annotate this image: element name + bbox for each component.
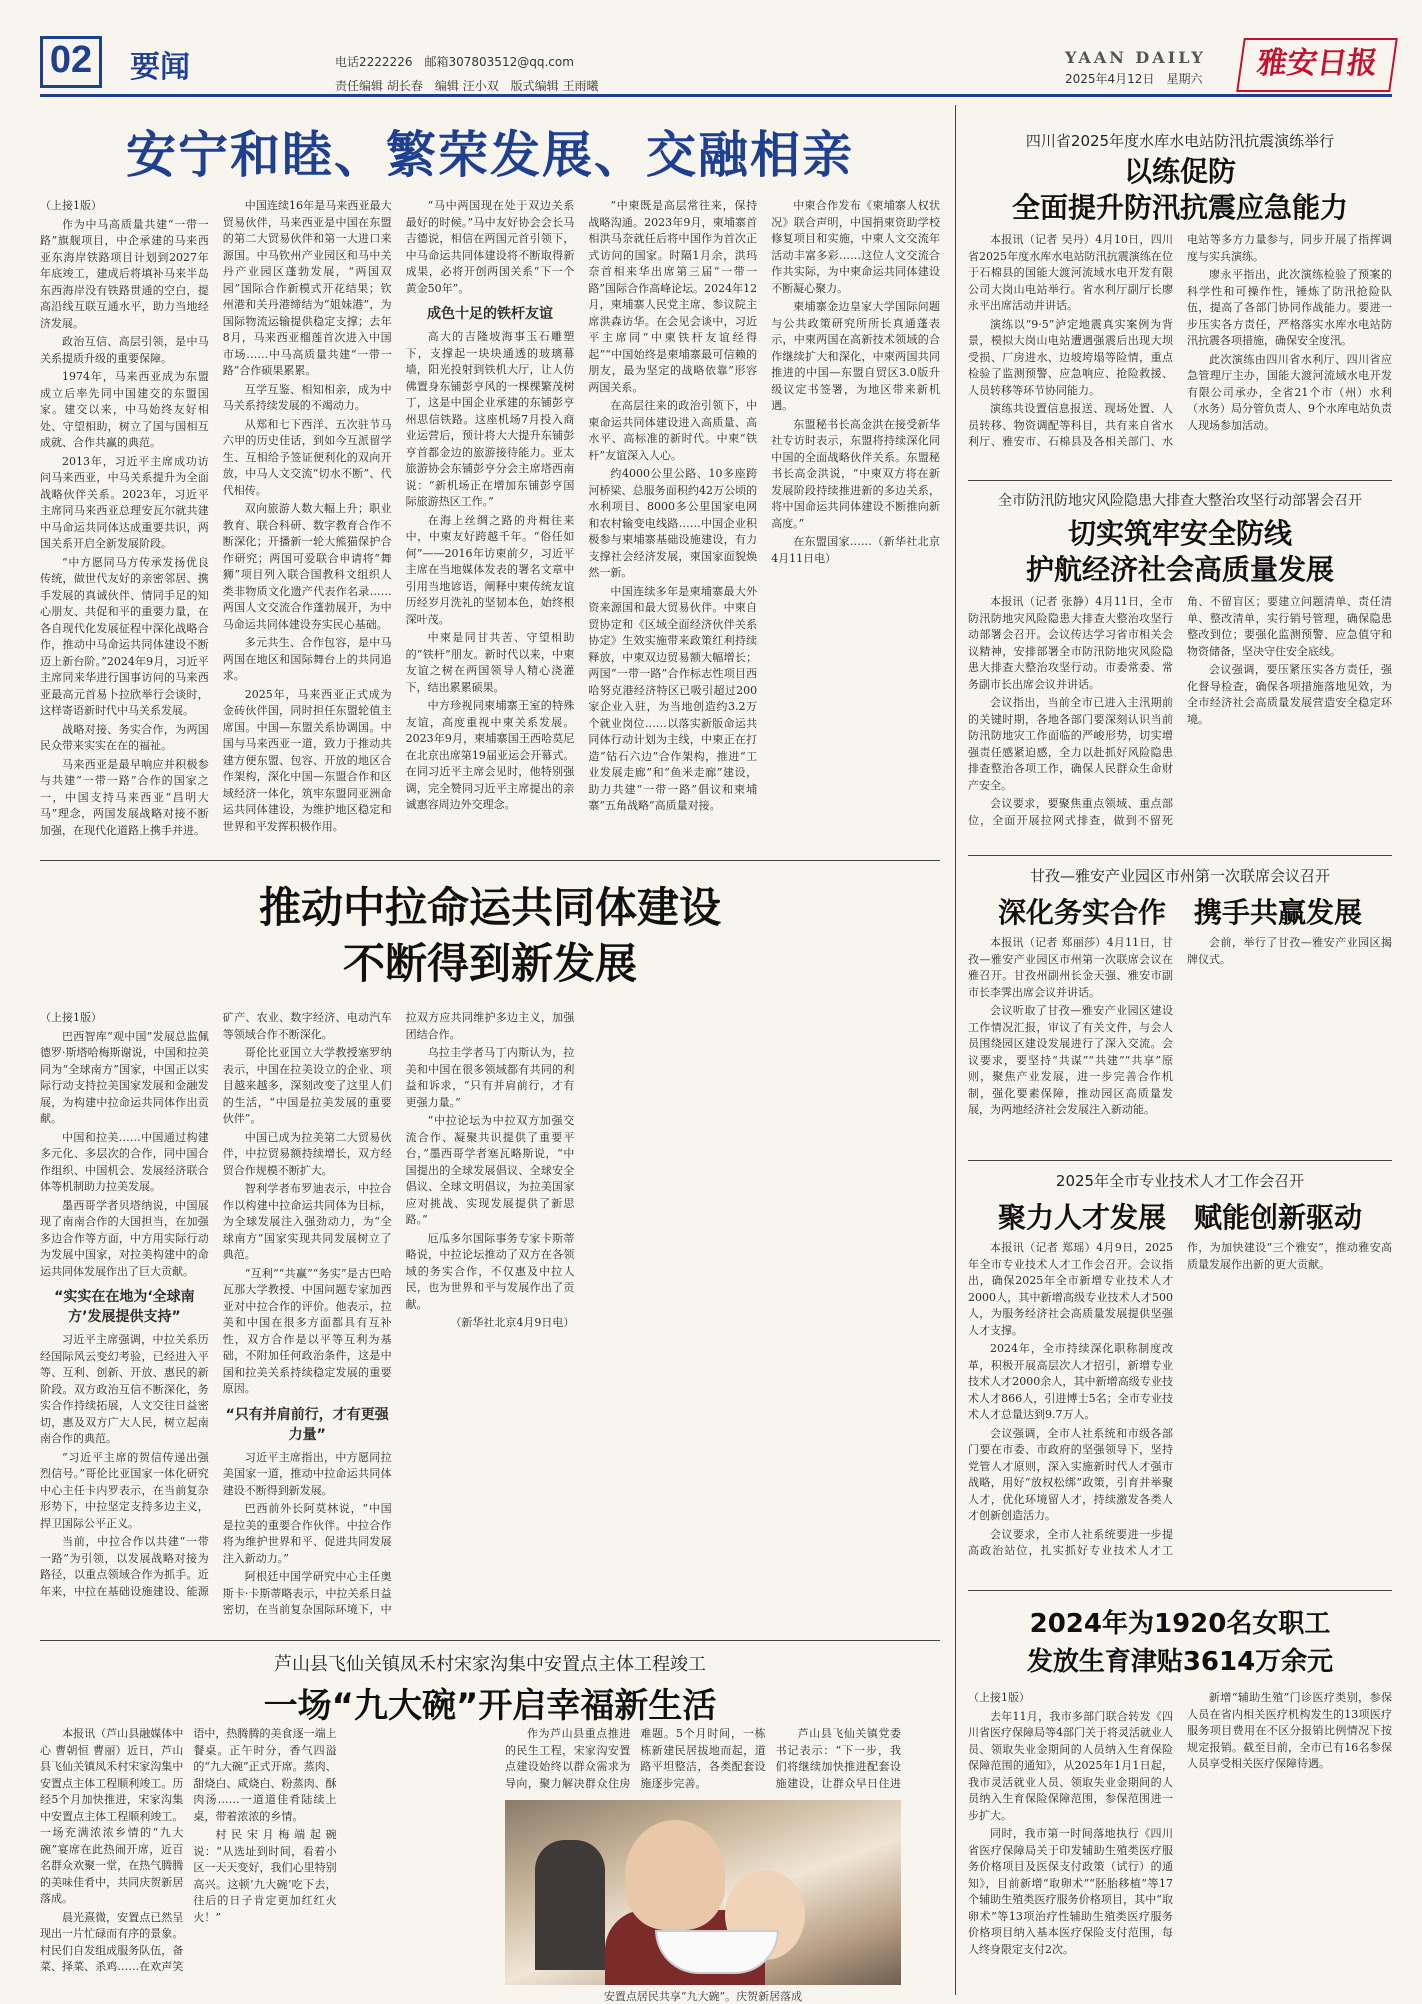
right5-title [968, 1605, 1392, 1681]
right2-title-line1: 切实筑牢安全防线 [1067, 517, 1292, 550]
article1-paragraph: 马来西亚是最早响应并积极参与共建“一带一路”合作的国家之一，中国支持马来西亚“昌明大马”理念，两国发展战略对接不断加强，在现代化道路上携手并进。 [40, 757, 209, 837]
article2-paragraph: 厄瓜多尔国际事务专家卡斯蒂略说，中拉论坛推动了双方在各领域的务实合作，不仅惠及中拉人民，也为世界和平与发展作出了贡献。 [405, 1231, 575, 1311]
article1-paragraph: “马中两国现在处于双边关系最好的时候。”马中友好协会会长马吉德说，相信在两国元首引领下，中马命运共同体建设将不断取得新成果，必将开创两国关系“下一个黄金50年”。 [405, 199, 575, 295]
right2-kicker: 全市防汛防地灾风险隐患大排查大整治攻坚行动部署会召开 [998, 493, 1362, 509]
article1-paragraph: 互学互鉴、相知相亲，成为中马关系持续发展的不竭动力。 [222, 382, 392, 412]
article2-paragraph: 中国和拉美……中国通过构建多元化、多层次的合作，同中国合作组织、中国机会、发展经济联合体等机制助力拉美发展。 [40, 1130, 209, 1193]
article2-byline: （上接1版） [40, 1011, 102, 1024]
article2-body [40, 1010, 940, 1630]
article2-paragraph: 习近平主席指出，中方愿同拉美国家一道，推动中拉命运共同体建设不断得到新发展。 [222, 1450, 392, 1497]
right1-title [968, 154, 1392, 226]
divider [968, 1590, 1392, 1591]
right4-paragraph: 2024年，全市持续深化职称制度改革，积极开展高层次人才招引，新增专业技术人才2000余人，其中新增高级专业技术人才866人，引进博士5名；全市专业技术人才总量达到9.7万人。 [968, 1342, 1173, 1421]
article1-paragraph: 多元共生、合作包容，是中马两国在地区和国际舞台上的共同追求。 [222, 636, 392, 682]
phone-label: 电话 [335, 55, 360, 69]
issue-date: 2025年4月12日 星期六 [1065, 72, 1203, 86]
article2-paragraph: 墨西哥学者贝塔纳说，中国展现了南南合作的大国担当，在加强多边合作等方面，中方用实际行动为发展中国家，对拉美构建中的命运共同体发展作出了巨大贡献。 [40, 1198, 209, 1278]
article1-paragraph: 高大的吉隆坡海事玉石雕塑下，支撑起一块块通透的玻璃幕墙，阳光投射到铁机大厅，让人仿佛置身东铺彭亨风的一棵棵繁茂树丁，这是中国企业承建的东铺彭亨州思信铁路。这座机场7月投入商业运营后，预计将大大提升东铺彭亨首都金边的旅游接待能力。亚太旅游协会东铺彭亨分会主席塔西南说：“新机场正在增加东铺彭亨国际旅游热区工作。” [405, 330, 575, 508]
header-rule [40, 94, 1392, 97]
article3-paragraph: 作为芦山县重点推进的民生工程，宋家沟安置点建设始终以群众需求为导向，聚力解决群众住房难题。5个月时间，一栋栋新建民居拔地而起，道路平坦整洁，各类配套设施逐步完善。 [505, 1727, 766, 1790]
right3-body [968, 935, 1392, 1150]
article1-byline: （上接1版） [40, 199, 102, 212]
phone-number: 2222226 [359, 55, 413, 69]
article1-paragraph: 在高层往来的政治引领下，中柬命运共同体建设进入高质量、高水平、高标准的新时代。中柬“铁杆”友谊深入人心。 [588, 399, 758, 462]
article2-title [40, 880, 940, 992]
banquet-photo [505, 1800, 901, 1985]
article1-paragraph: 东盟秘书长高金洪在接受新华社专访时表示，东盟将持续深化同中国的全面战略伙伴关系。东盟秘书长高金洪说，“中柬双方将在新发展阶段持续推进新的多边关系，将中国命运共同体建设不断推向新高度。” [771, 417, 940, 530]
article1-paragraph: 在东盟国家……（新华社北京4月11日电） [771, 535, 940, 565]
right1-kicker: 四川省2025年度水库水电站防汛抗震演练举行 [1025, 132, 1335, 150]
right2-paragraph: 会议要求，要聚焦重点领域、重点部位，全面开展拉网式排查，做到不留死角、不留盲区；要建立问题清单、责任清单、整改清单，实行销号管理，确保隐患整改到位；要强化监测预警、应急值守和物资储备，坚决守住安全底线。 [968, 595, 1392, 827]
right4-paragraph: 会议强调，全市人社系统和市级各部门要在市委、市政府的坚强领导下，坚持党管人才原则，深入实施新时代人才强市战略，用好“放权松绑”政策，引育并举聚人才，优化环境留人才，持续激发各类人才创新创造活力。 [968, 1426, 1173, 1522]
right1-paragraph: 本报讯（记者 吴丹）4月10日，四川省2025年度水库水电站防汛抗震演练在位于石棉县的国能大渡河流域水电开发有限公司大岗山电站举行。省水利厅副厅长廖永平出席活动并讲话。 [968, 233, 1173, 312]
article1-paragraph: 从郑和七下西洋、五次驻节马六甲的历史佳话，到如今互派留学生、互相给予签证便利化的双向开放，中马人文交流“切水不断”、代代相传。 [222, 417, 392, 497]
divider [40, 1640, 940, 1641]
page-number: 02 [40, 36, 102, 88]
article3-title: 一场“九大碗”开启幸福新生活 [263, 1686, 717, 1726]
article2-subhead: “只有并肩前行，才有更强力量” [225, 1406, 389, 1443]
right4-paragraph: 本报讯（记者 郑瑶）4月9日，2025年全市专业技术人才工作会召开。会议指出，确保2025年全市新增专业技术人才2000人，其中新增高级专业技术人才500人，为服务经济社会高质量发展提供坚强人才支撑。 [968, 1241, 1173, 1337]
article2-paragraph: 智利学者布罗迪表示，中拉合作以构建中拉命运共同体为目标，为全球发展注入强劲动力，为“全球南方”国家实现共同发展树立了典范。 [222, 1182, 392, 1261]
section-title: 要闻 [130, 50, 190, 85]
article3-kicker: 芦山县飞仙关镇凤禾村宋家沟集中安置点主体工程竣工 [274, 1654, 706, 1675]
divider [968, 1160, 1392, 1161]
article1-paragraph: “中柬既是高层常往来，保持战略沟通。2023年9月，柬埔寨首相洪马奈就任后将中国作为首次正式访问的国家。时隔1月余，洪玛奈首相来华出席第三届“一带一路”国际合作高峰论坛。2024年12月，柬埔寨人民党主席、参议院主席洪森访华。在会见会谈中，习近平主席同“中柬铁杆友谊经得起”“中国始终是柬埔寨最可信赖的朋友，最为坚定的战略依靠”形容两国关系。 [588, 199, 758, 394]
article1-paragraph: 柬埔寨金边皇家大学国际问题与公共政策研究所所长真通蓬表示，中柬两国在高新技术领域的合作继续扩大和深化，中柬两国共同推进的中国—东盟自贸区3.0版升级议定书签署，为地区带来新机遇。 [771, 300, 940, 412]
right2-paragraph: 会议强调，要压紧压实各方责任，强化督导检查，确保各项措施落地见效，为全市经济社会高质量发展营造安全稳定环境。 [1187, 663, 1392, 726]
divider [968, 855, 1392, 856]
article1-paragraph: 中国连续多年是柬埔寨最大外资来源国和最大贸易伙伴。中柬自贸协定和《区域全面经济伙伴关系协定》生效实施带来政策红利持续释放，中柬双边贸易额大幅增长；两国“一带一路”合作标志性项目西哈努克港经济特区已吸引超过200家企业入驻，为当地创造约3.2万个就业岗位……以落实新版命运共同体行动计划为主线，中柬正在打造“钻石六边”合作架构，推进“工业发展走廊”和“鱼米走廊”建设，助力共建“一带一路”倡议和柬埔寨“五角战略”高质量对接。 [588, 584, 758, 812]
right5-title-line2: 发放生育津贴3614万余元 [1026, 1647, 1334, 1677]
right5-body [968, 1690, 1392, 1990]
editor-line: 责任编辑 胡长春 编辑 汪小双 版式编辑 王雨曦 [335, 79, 599, 93]
divider [968, 480, 1392, 481]
right3-kicker: 甘孜—雅安产业园区市州第一次联席会议召开 [1029, 867, 1330, 885]
article2-title-line2: 不断得到新发展 [342, 939, 637, 988]
right2-paragraph: 会议指出，当前全市已进入主汛期前的关键时期，各地各部门要深刻认识当前防汛防地灾工作面临的严峻形势，切实增强责任感紧迫感，全力以赴抓好风险隐患排查整治各项工作，确保人民群众生命财产安全。 [968, 696, 1173, 792]
article1-paragraph: 双向旅游人数大幅上升；职业教育、联合科研、数字教育合作不断深化；开播新一轮大熊猫保护合作研究；两国可爱联合申请将“舞狮”项目列入联合国教科文组织人类非物质文化遗产代表作名录……两国人文交流合作蓬勃展开，为中马命运共同体建设夯实民心基础。 [222, 502, 392, 631]
right2-body [968, 594, 1392, 844]
masthead-logo: 雅安日报 [1236, 38, 1398, 92]
right4-paragraph: 会议要求，全市人社系统要进一步提高政治站位，扎实抓好专业技术人才工作，为加快建设“三个雅安”，推动雅安高质量发展作出新的更大贡献。 [968, 1241, 1392, 1557]
article2-title-line1: 推动中拉命运共同体建设 [258, 883, 721, 932]
divider [40, 860, 940, 861]
article1-paragraph: 在海上丝绸之路的舟楫往来中，中柬友好跨越千年。“俗任如何”——2016年访柬前夕，习近平主席在当地媒体发表的署名文章中引用当地谚语，阐释中柬传统友谊历经岁月洗礼的坚韧本色，始终根深叶茂。 [405, 513, 575, 626]
article2-paragraph: “习近平主席的贺信传递出强烈信号。”哥伦比亚国家一体化研究中心主任卡内罗表示，在当前复杂形势下，中拉坚定支持多边主义，捍卫国际公平正义。 [40, 1450, 209, 1530]
article3-body [40, 1726, 490, 1991]
article1-subhead: 成色十足的铁杆友谊 [426, 306, 553, 322]
photo-caption: 安置点居民共享“九大碗”。庆贺新居落成 [603, 1990, 803, 2003]
article2-paragraph: 哥伦比亚国立大学教授塞罗纳表示，中国在拉美设立的企业、项目越来越多，深刻改变了这里人们的生活，“中国是拉美发展的重要伙伴”。 [222, 1046, 392, 1125]
article3-body-right [505, 1726, 901, 1796]
column-separator [955, 105, 956, 1995]
right5-paragraph: 同时，我市第一时间落地执行《四川省医疗保障局关于印发辅助生殖类医疗服务价格项目及医保支付政策（试行）的通知》，目前新增“取卵术”“胚胎移植”等17个辅助生殖类医疗服务价格项目，其中“取卵术”等13项治疗性辅助生殖类医疗服务价格项目纳入基本医疗保险支付范围，每人终身限定支付2次。 [968, 1827, 1173, 1956]
article3-paragraph: 村民宋月梅端起碗说：“从选址到时间，看着小区一天天变好，我们心里特别高兴。这顿‘九大碗’吃下去，往后的日子肯定更加红红火火！” [193, 1828, 337, 1924]
masthead-english: YAAN DAILY [1065, 48, 1206, 67]
article1-paragraph: “中方愿同马方传承发扬优良传统，做世代友好的亲密邻居、携手发展的真诚伙伴、情同手足的知心朋友、共促和平的重要力量，在各自现代化发展征程中深化战略合作，推动中马命运共同体建设不断迈上新台阶。”2024年9月，习近平主席同来华进行国事访问的马来西亚最高元首易卜拉欣举行会谈时，这样寄语新时代中马关系发展。 [40, 555, 209, 717]
right3-paragraph: 会议听取了甘孜—雅安产业园区建设工作情况汇报，审议了有关文件，与会人员围绕园区建设发展进行了深入交流。会议要求，要坚持“共谋”“共建”“共享”原则，聚焦产业发展，进一步完善合作机制，强化要素保障，推动园区高质量发展，为两地经济社会发展注入新动能。 [968, 1004, 1173, 1116]
right1-paragraph: 此次演练由四川省水利厅、四川省应急管理厅主办，国能大渡河流域水电开发有限公司承办，全省21个市（州）水利（水务）局分管负责人、9个水库电站负责人现场参加活动。 [1187, 352, 1392, 432]
article1-paragraph: 1974年，马来西亚成为东盟成立后率先同中国建交的东盟国家。建交以来，中马始终友好相处、守望相助，树立了国与国相互成就、合作共赢的典范。 [40, 370, 209, 449]
article2-paragraph: 当前，中拉合作以共建“一带一路”为引领，以发展战略对接为路径，以重点领域合作为抓手。近年来，中拉在基础设施建设、能源矿产、农业、数字经济、电动汽车等领域合作不断深化。 [40, 1011, 392, 1598]
article2-dateline: （新华社北京4月9日电） [450, 1316, 575, 1329]
right5-paragraph: 新增“辅助生殖”门诊医疗类别，参保人员在省内相关医疗机构发生的13项医疗服务项目费用在不区分报销比例情况下按规定报销。截至目前，全市已有16名参保人员享受相关医疗保障待遇。 [1187, 1691, 1392, 1770]
article1-paragraph: 作为中马高质量共建“一带一路”旗舰项目，中企承建的马来西亚东海岸铁路项目计划到2027年年底竣工，建成后将填补马来半岛东西海岸没有铁路贯通的空白，提高沿线互联互通水平，助力当地经济发展。 [40, 217, 209, 330]
email-label: 邮箱 [424, 55, 449, 69]
right2-paragraph: 本报讯（记者 张静）4月11日，全市防汛防地灾风险隐患大排查大整治攻坚行动部署会召开。会议传达学习省市相关会议精神，安排部署全市防汛防地灾风险隐患大排查大整治攻坚行动。市委常委、常务副市长出席会议并讲话。 [968, 595, 1173, 691]
article1-paragraph: 中柬是同甘共苦、守望相助的“铁杆”朋友。新时代以来，中柬友谊之树在两国领导人精心浇灌下，结出累累硕果。 [405, 631, 575, 694]
article2-paragraph: 巴西智库“观中国”发展总监佩德罗·斯塔哈梅斯谢说，中国和拉美同为“全球南方”国家，中国正以实际行动支持拉美国家发展和金融发展，为构建中拉命运共同体作出贡献。 [40, 1029, 209, 1125]
right1-body [968, 232, 1392, 472]
article1-paragraph: 中方珍视同柬埔寨王室的特殊友谊，高度重视中柬关系发展。2023年9月，柬埔寨国王西哈莫尼在北京出席第19届亚运会开幕式。在同习近平主席会见时，他特别强调，完全赞同习近平主席提出的亲诚惠容周边外交理念。 [405, 699, 575, 811]
right1-title-line1: 以练促防 [1123, 155, 1236, 188]
article1-title: 安宁和睦、繁荣发展、交融相亲 [126, 126, 854, 184]
article2-paragraph: 阿根廷中国学研究中心主任奥斯卡·卡斯蒂略表示，中拉关系日益密切，在当前复杂国际环境下，中拉双方应共同维护多边主义，加强团结合作。 [222, 1011, 575, 1616]
article1-paragraph: 政治互信、高层引领，是中马关系提质升级的重要保障。 [40, 335, 209, 365]
right1-paragraph: 演练共设置信息报送、现场处置、人员转移、物资调配等科目，共有来自省水利厅、雅安市、石棉县及各相关部门、水电站等多方力量参与，同步开展了指挥调度与实兵演练。 [968, 233, 1392, 448]
right1-paragraph: 廖永平指出，此次演练检验了预案的科学性和可操作性，锤炼了防汛抢险队伍，提高了各部门协同作战能力。要进一步压实各方责任，严格落实水库水电站防汛抗震各项措施，确保安全度汛。 [1187, 268, 1392, 347]
right5-title-line1: 2024年为1920名女职工 [1029, 1609, 1331, 1639]
email[interactable]: 307803512@qq.com [448, 55, 574, 69]
right4-kicker: 2025年全市专业技术人才工作会召开 [1055, 1172, 1305, 1190]
article2-paragraph: 中国已成为拉美第二大贸易伙伴，中拉贸易额持续增长，双方经贸合作规模不断扩大。 [222, 1130, 392, 1177]
article1-paragraph: 中柬合作发布《柬埔寨人权状况》联合声明，中国捐柬资助学校修复项目和实施，中柬人文交流年活动丰富多彩……这位人文交流合作共实际，为中柬命运共同体建设不断凝心聚力。 [771, 199, 940, 295]
right1-title-line2: 全面提升防汛抗震应急能力 [1011, 191, 1348, 224]
right3-paragraph: 会前，举行了甘孜—雅安产业园区揭牌仪式。 [1187, 936, 1392, 966]
article2-paragraph: “互利”“共赢”“务实”是古巴哈瓦那大学教授、中国问题专家加西亚对中拉合作的评价。他表示，拉美和中国在很多方面都具有互补性，双方合作是以平等互利为基础，不附加任何政治条件，这是中国和拉美关系持续稳定发展的重要原因。 [222, 1266, 392, 1395]
right1-paragraph: 演练以“9·5”泸定地震真实案例为背景，模拟大岗山电站遭遇强震后出现大坝受损、厂房进水、边坡垮塌等险情，重点检验了监测预警、应急响应、抢险救援、人员转移等环节协同能力。 [968, 317, 1173, 397]
article3-paragraph: 本报讯（芦山县融媒体中心 曹朝恒 曹丽）近日，芦山县飞仙关镇凤禾村宋家沟集中安置点主体工程顺利竣工。历经5个月加快推进，宋家沟集中安置点主体工程顺利竣工。一场充满浓浓乡情的“九大碗”宴席在此热闹开席，近百名群众欢聚一堂，在热气腾腾的美味佳肴中，共同庆贺新居落成。 [40, 1727, 184, 1905]
article3-paragraph: 晨光熹微，安置点已然呈现出一片忙碌而有序的景象。村民们自发组成服务队伍，备菜、择菜、杀鸡……在欢声笑语中，热腾腾的美食逐一端上餐桌。正午时分，香气四溢的“九大碗”正式开席。蒸肉、甜烧白、咸烧白、粉蒸肉、酥肉汤……一道道佳肴陆续上桌，带着浓浓的乡情。 [40, 1727, 337, 1973]
right4-title: 聚力人才发展 赋能创新驱动 [997, 1201, 1362, 1234]
article1-paragraph: 约4000公里公路、10多座跨河桥梁、总服务面积约42万公顷的水利项目、8000多公里国家电网和农村输变电线路……中国企业积极参与柬埔寨基础设施建设，有力支撑社会经济发展，柬国家面貌焕然一新。 [588, 467, 758, 579]
article2-subhead: “实实在在地为‘全球南方’发展提供支持” [54, 1289, 195, 1325]
right3-title: 深化务实合作 携手共赢发展 [997, 896, 1362, 929]
right5-paragraph: 去年11月，我市多部门联合转发《四川省医疗保障局等4部门关于将灵活就业人员、领取失业金期间的人员纳入生育保险保障范围的通知》，从2025年1月1日起，我市灵活就业人员、领取失业金期间的人员纳入生育保险保障范围，参保范围进一步扩大。 [968, 1709, 1173, 1822]
article1-paragraph: 中国连续16年是马来西亚最大贸易伙伴，马来西亚是中国在东盟的第二大贸易伙伴和第一大进口来源国。中马钦州产业园区和马中关丹产业园区蓬勃发展，“两国双园”国际合作新模式开花结果；钦州港和关丹港缔结为“姐妹港”，为国际物流运输提供稳定支撑；去年8月，马来西亚榴莲首次进入中国市场……中马高质量共建“一带一路”合作硕果累累。 [222, 199, 392, 377]
right2-title [968, 516, 1392, 588]
article2-paragraph: 乌拉圭学者马丁内斯认为，拉美和中国在很多领域都有共同的利益和诉求，“只有并肩前行，才有更强力量。” [405, 1046, 575, 1109]
right3-paragraph: 本报讯（记者 郑丽莎）4月11日，甘孜—雅安产业园区市州第一次联席会议在雅召开。甘孜州副州长金天强、雅安市副市长李霁出席会议并讲话。 [968, 936, 1173, 999]
article3-paragraph: 芦山县飞仙关镇党委书记表示：“下一步，我们将继续加快推进配套设施建设，让群众早日住进 [775, 1727, 901, 1790]
article2-paragraph: 巴西前外长阿莫林说，“中国是拉美的重要合作伙伴。中拉合作将为维护世界和平、促进共同发展注入新动力。” [222, 1502, 392, 1565]
right4-body [968, 1240, 1392, 1580]
article2-paragraph: “中拉论坛为中拉双方加强交流合作、凝聚共识提供了重要平台，”墨西哥学者塞瓦略斯说，“中国提出的全球发展倡议、全球安全倡议、全球文明倡议，为拉美国家应对挑战、实现发展提供了新思路。” [405, 1114, 575, 1226]
article1-paragraph: 2013年，习近平主席成功访问马来西亚，中马关系提升为全面战略伙伴关系。2023年，习近平主席同马来西亚总理安瓦尔就共建中马命运共同体达成重要共识，两国关系开启全新发展阶段。 [40, 454, 209, 550]
right5-byline: （上接1版） [968, 1691, 1030, 1704]
article1-paragraph: 战略对接、务实合作，为两国民众带来实实在在的福祉。 [40, 722, 209, 752]
editor-info [335, 50, 995, 98]
article1-body [40, 198, 940, 848]
article1-paragraph: 2025年，马来西亚正式成为金砖伙伴国，同时担任东盟轮值主席国。中国—东盟关系协调国。中国与马来西亚一道，致力于推动共建方便东盟、包容、开放的地区合作架构，深化中国—东盟合作和区域经济一体化，筑牢东盟同亚洲命运共同体建设，为维护地区稳定和世界和平发挥积极作用。 [222, 687, 392, 833]
right2-title-line2: 护航经济社会高质量发展 [1025, 553, 1334, 586]
article2-paragraph: 习近平主席强调，中拉关系历经国际风云变幻考验，已经进入平等、互利、创新、开放、惠民的新阶段。双方政治互信不断深化，务实合作持续拓展，人文交往日益密切，惠及双方广大人民，树立起南南合作的典范。 [40, 1333, 209, 1445]
